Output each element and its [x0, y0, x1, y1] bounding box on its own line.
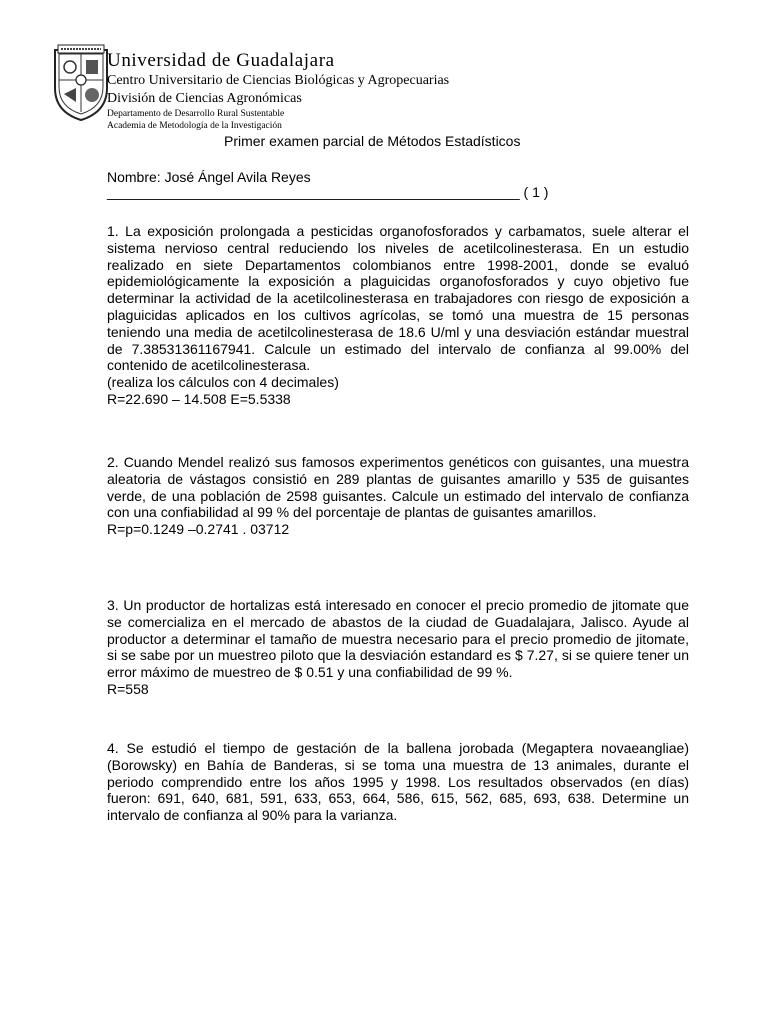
question-answer: R=22.690 – 14.508 E=5.5338 [107, 390, 291, 407]
department-name: Departamento de Desarrollo Rural Sustentable [107, 109, 285, 119]
student-name: Nombre: José Ángel Avila Reyes [107, 169, 311, 185]
question-2 [107, 454, 689, 538]
question-answer: R=558 [107, 680, 149, 697]
question-text: 1. La exposición prolongada a pesticidas organofosforados y carbamatos, suele alterar el sistema nervioso central reduciendo los niveles de acetilcolinesterasa. En un estudio realizado en siete Departamentos colombianos entre 1998-2001, donde se evaluó epidemiológicamente la exposición a plaguicidas organofosforados y cuyo objetivo fue determinar la actividad de la acetilcolinesterasa en trabajadores con riesgo de exposición a plaguicidas aplicados en los cultivos agrícolas, se tomó una muestra de 15 personas teniendo una media de acetilcolinesterasa de 18.6 U/ml y una desviación estándar muestral de 7.38531361167941. Calcule un estimado del intervalo de confianza al 99.00% del contenido de acetilcolinesterasa. [107, 223, 689, 374]
question-answer: R=p=0.1249 –0.2741 . 03712 [107, 521, 290, 538]
question-text: 4. Se estudió el tiempo de gestación de la ballena jorobada (Megaptera novaeangliae) (Borowsky) en Bahía de Banderas, si se toma una muestra de 13 animales, durante el periodo comprendido entre los años 1995 y 1998. Los resultados observados (en días) fueron: 691, 640, 681, 591, 633, 653, 664, 586, 615, 562, 685, 693, 638. Determine un intervalo de confianza al 90% para la varianza. [107, 740, 689, 824]
question-3 [107, 597, 689, 698]
letterhead [107, 50, 449, 132]
university-seal [52, 44, 110, 122]
question-text: 3. Un productor de hortalizas está interesado en conocer el precio promedio de jitomate que se comercializa en el mercado de abastos de la ciudad de Guadalajara, Jalisco. Ayude al productor a determinar el tamaño de muestra necesario para el precio promedio de jitomate, si se sabe por un muestreo piloto que la desviación estandard es $ 7.27, si se quiere tener un error máximo de muestreo de $ 0.51 y una confiabilidad de 99 %. [107, 597, 689, 681]
center-name: Centro Universitario de Ciencias Biológicas y Agropecuarias [107, 73, 450, 88]
division-name: División de Ciencias Agronómicas [107, 91, 302, 106]
answer-blank-line: _____________________________________________________ ( 1 ) [107, 184, 549, 200]
university-name: Universidad de Guadalajara [107, 50, 335, 71]
question-text: 2. Cuando Mendel realizó sus famosos experimentos genéticos con guisantes, una muestra aleatoria de vástagos consistió en 289 plantas de guisantes amarillo y 535 de guisantes verde, de una población de 2598 guisantes. Calcule un estimado del intervalo de confianza con una confiabilidad al 99 % del porcentaje de plantas de guisantes amarillos. [107, 454, 689, 521]
academy-name: Academia de Metodología de la Investigación [107, 121, 282, 131]
question-4 [107, 740, 689, 824]
question-note: (realiza los cálculos con 4 decimales) [107, 374, 339, 391]
question-1 [107, 223, 689, 408]
exam-title: Primer examen parcial de Métodos Estadísticos [224, 133, 521, 149]
